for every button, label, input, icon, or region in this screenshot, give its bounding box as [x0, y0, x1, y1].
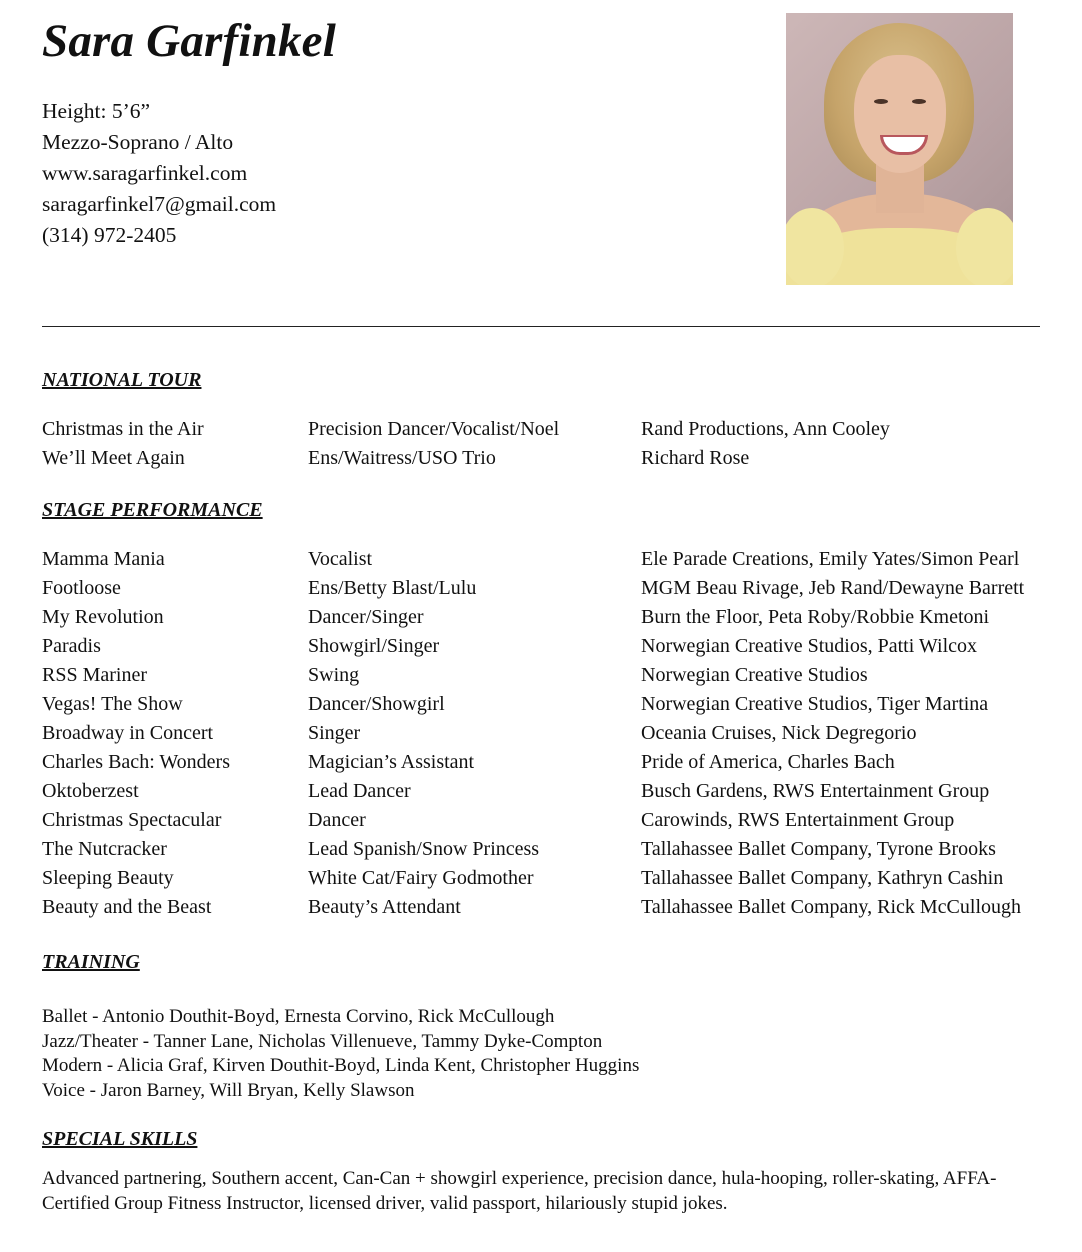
- credit-company: Tallahassee Ballet Company, Tyrone Brooks: [641, 838, 996, 860]
- credit-role: Dancer/Showgirl: [308, 693, 445, 715]
- credit-show: Charles Bach: Wonders: [42, 751, 230, 773]
- credit-role: Beauty’s Attendant: [308, 896, 461, 918]
- credit-row: [42, 632, 1042, 661]
- section-title-stage-performance: STAGE PERFORMANCE: [42, 499, 263, 521]
- headshot-eye-right: [912, 99, 926, 104]
- credit-role: Swing: [308, 664, 360, 686]
- credit-role: Precision Dancer/Vocalist/Noel: [308, 418, 560, 440]
- training-line: Ballet - Antonio Douthit-Boyd, Ernesta Corvino, Rick McCullough: [42, 1006, 555, 1027]
- credit-show: Beauty and the Beast: [42, 896, 212, 918]
- credit-show: Mamma Mania: [42, 548, 165, 570]
- credit-role: Lead Dancer: [308, 780, 411, 802]
- credit-show: Oktoberzest: [42, 780, 139, 802]
- credit-row: [42, 748, 1042, 777]
- height-line: Height: 5’6”: [42, 99, 151, 123]
- credit-company: Burn the Floor, Peta Roby/Robbie Kmetoni: [641, 606, 990, 628]
- credit-company: Carowinds, RWS Entertainment Group: [641, 809, 955, 831]
- credit-company: Oceania Cruises, Nick Degregorio: [641, 722, 917, 744]
- credit-company: Richard Rose: [641, 447, 750, 469]
- credit-company: Norwegian Creative Studios: [641, 664, 868, 686]
- training-line: Jazz/Theater - Tanner Lane, Nicholas Villenueve, Tammy Dyke-Compton: [42, 1030, 603, 1052]
- credit-role: Magician’s Assistant: [308, 751, 475, 773]
- credit-row: [42, 444, 1042, 473]
- headshot-sleeve-right: [956, 208, 1013, 285]
- credit-company: Norwegian Creative Studios, Patti Wilcox: [641, 635, 977, 657]
- credit-role: Vocalist: [308, 548, 373, 570]
- credit-role: Lead Spanish/Snow Princess: [308, 838, 540, 860]
- credit-company: Tallahassee Ballet Company, Kathryn Cashin: [641, 867, 1004, 889]
- website-link[interactable]: www.saragarfinkel.com: [42, 161, 248, 185]
- credit-row: [42, 603, 1042, 632]
- credit-row: [42, 777, 1042, 806]
- email-link[interactable]: saragarfinkel7@gmail.com: [42, 192, 277, 216]
- credit-show: Christmas in the Air: [42, 418, 204, 440]
- credit-row: [42, 864, 1042, 893]
- credit-company: Pride of America, Charles Bach: [641, 751, 895, 773]
- credit-row: [42, 835, 1042, 864]
- credit-row: [42, 415, 1042, 444]
- credit-role: Ens/Betty Blast/Lulu: [308, 577, 477, 599]
- voice-type-line: Mezzo-Soprano / Alto: [42, 130, 234, 154]
- credit-show: We’ll Meet Again: [42, 447, 185, 469]
- credit-company: Ele Parade Creations, Emily Yates/Simon Pearl: [641, 548, 1020, 570]
- credit-role: Ens/Waitress/USO Trio: [308, 447, 496, 469]
- divider-rule: [42, 326, 1040, 327]
- credit-role: Dancer: [308, 809, 366, 831]
- credit-row: [42, 806, 1042, 835]
- credit-show: Paradis: [42, 635, 101, 657]
- credit-show: My Revolution: [42, 606, 164, 628]
- section-title-training: TRAINING: [42, 951, 140, 973]
- headshot-photo: [786, 13, 1013, 285]
- credit-show: Sleeping Beauty: [42, 867, 174, 889]
- section-title-national-tour: NATIONAL TOUR: [42, 369, 202, 391]
- credit-row: [42, 690, 1042, 719]
- credit-company: MGM Beau Rivage, Jeb Rand/Dewayne Barrett: [641, 577, 1025, 599]
- credit-company: Norwegian Creative Studios, Tiger Martina: [641, 693, 989, 715]
- credit-role: Showgirl/Singer: [308, 635, 440, 657]
- credit-show: RSS Mariner: [42, 664, 147, 686]
- contact-info: [42, 96, 276, 251]
- training-list: [42, 1005, 639, 1104]
- credit-company: Rand Productions, Ann Cooley: [641, 418, 890, 440]
- credit-row: [42, 893, 1042, 922]
- credit-row: [42, 661, 1042, 690]
- headshot-face: [854, 55, 946, 173]
- credit-row: [42, 719, 1042, 748]
- credit-company: Tallahassee Ballet Company, Rick McCullough: [641, 896, 1022, 918]
- headshot-eye-left: [874, 99, 888, 104]
- credit-role: Dancer/Singer: [308, 606, 424, 628]
- section-title-special-skills: SPECIAL SKILLS: [42, 1128, 198, 1150]
- stage-performance-credits: [42, 545, 1042, 922]
- national-tour-credits: [42, 415, 1042, 473]
- resume-name: Sara Garfinkel: [42, 15, 336, 67]
- phone-number: (314) 972-2405: [42, 223, 177, 247]
- credit-show: Christmas Spectacular: [42, 809, 222, 831]
- credit-row: [42, 574, 1042, 603]
- training-line: Voice - Jaron Barney, Will Bryan, Kelly Slawson: [42, 1080, 415, 1102]
- credit-company: Busch Gardens, RWS Entertainment Group: [641, 780, 990, 802]
- training-line: Modern - Alicia Graf, Kirven Douthit-Boyd, Linda Kent, Christopher Huggins: [42, 1055, 640, 1077]
- credit-show: The Nutcracker: [42, 838, 167, 860]
- credit-role: White Cat/Fairy Godmother: [308, 867, 534, 889]
- credit-row: [42, 545, 1042, 574]
- credit-show: Broadway in Concert: [42, 722, 214, 744]
- credit-show: Vegas! The Show: [42, 693, 183, 715]
- special-skills-text: Advanced partnering, Southern accent, Can-Can + showgirl experience, precision dance, hula-hooping, roller-skating, AFFA-Certified Group Fitness Instructor, licensed driver, valid passport, hilariously stupid jokes.: [42, 1168, 997, 1214]
- credit-show: Footloose: [42, 577, 121, 599]
- credit-role: Singer: [308, 722, 361, 744]
